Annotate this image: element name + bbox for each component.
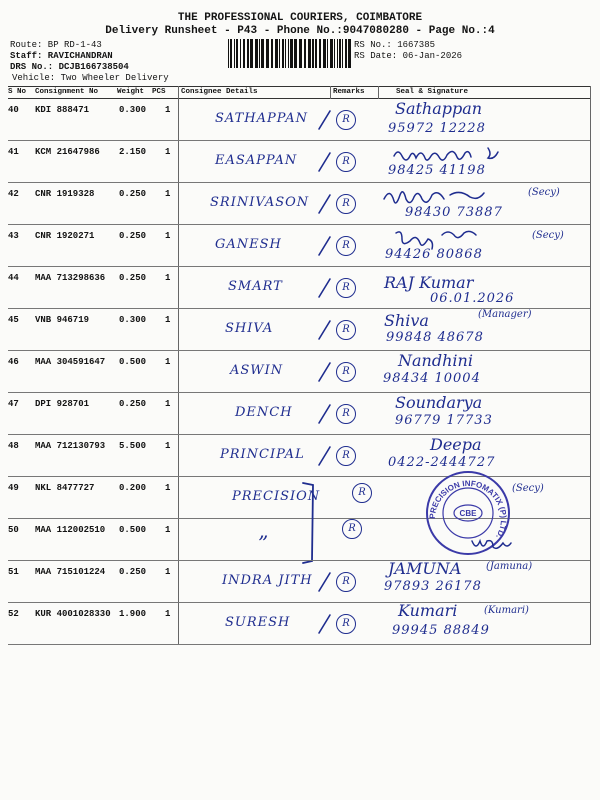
ink-stroke — [319, 447, 330, 465]
serial-number: 42 — [8, 189, 19, 199]
receiver-contact: 94426 80868 — [385, 247, 483, 262]
signature-designation: (Jamuna) — [486, 561, 533, 572]
runsheet-title: Delivery Runsheet - P43 - Phone No.:9047080280 - Page No.:4 — [105, 25, 495, 37]
pieces-value: 1 — [165, 609, 171, 619]
ink-stroke — [319, 153, 330, 171]
barcode-bar — [337, 39, 338, 68]
barcode-bar — [342, 39, 343, 68]
pieces-value: 1 — [165, 525, 171, 535]
barcode-bar — [312, 39, 314, 68]
signature-designation: (Secy) — [512, 483, 544, 494]
consignment-number: CNR 1919328 — [35, 189, 95, 199]
consignee-name: EASAPPAN — [215, 153, 298, 168]
barcode-bar — [275, 39, 278, 68]
consignee-name: SHIVA — [225, 321, 274, 336]
weight-value: 2.150 — [119, 147, 147, 157]
weight-value: 0.200 — [119, 483, 147, 493]
serial-number: 48 — [8, 441, 19, 451]
remark-mark: R — [336, 614, 356, 634]
company-name: THE PROFESSIONAL COURIERS, COIMBATORE — [177, 12, 423, 24]
receiver-contact: 95972 12228 — [388, 121, 486, 136]
barcode-bar — [288, 39, 289, 68]
barcode-bar — [266, 39, 269, 68]
ink-stroke — [319, 363, 330, 381]
serial-number: 44 — [8, 273, 19, 283]
receiver-contact: 98425 41198 — [388, 163, 486, 178]
receiver-contact: 98434 10004 — [383, 371, 481, 386]
consignee-name: PRINCIPAL — [220, 447, 305, 462]
receiver-contact: 0422-2444727 — [388, 455, 496, 470]
signature-designation: (Secy) — [528, 187, 560, 198]
table-top-rule — [8, 86, 590, 87]
serial-number: 47 — [8, 399, 19, 409]
table-row — [0, 141, 600, 183]
col-header-remarks: Remarks — [333, 88, 365, 96]
consignee-name: PRECISION — [232, 489, 321, 504]
table-row — [0, 351, 600, 393]
barcode-bar — [228, 39, 229, 68]
remark-mark: R — [336, 110, 356, 130]
remark-mark: R — [336, 236, 356, 256]
vehicle-label: Vehicle: Two Wheeler Delivery — [12, 73, 169, 83]
consignee-name: SURESH — [225, 615, 291, 630]
col-header-seal-signature: Seal & Signature — [396, 88, 469, 96]
remark-tick-mark — [316, 403, 332, 425]
col-header-consignee: Consignee Details — [181, 88, 258, 96]
serial-number: 51 — [8, 567, 19, 577]
col-header-weight: Weight — [117, 88, 145, 96]
column-divider — [330, 86, 331, 99]
remark-tick-mark — [316, 361, 332, 383]
consignee-name: DENCH — [235, 405, 293, 420]
barcode-bar — [299, 39, 302, 68]
pieces-value: 1 — [165, 231, 171, 241]
consignment-number: MAA 715101224 — [35, 567, 106, 577]
barcode-bar — [334, 39, 335, 68]
remark-tick-mark — [316, 109, 332, 131]
barcode — [228, 39, 352, 68]
serial-number: 45 — [8, 315, 19, 325]
signature: Shiva — [384, 311, 429, 330]
consignee-name: INDRA JITH — [222, 573, 313, 588]
consignment-number: MAA 713298636 — [35, 273, 106, 283]
ink-stroke — [394, 148, 498, 160]
pieces-value: 1 — [165, 357, 171, 367]
drs-number: DRS No.: DCJB166738504 — [10, 62, 129, 72]
consignment-number: KDI 888471 — [35, 105, 90, 115]
barcode-bar — [315, 39, 317, 68]
signature: Soundarya — [395, 393, 483, 412]
table-row — [0, 267, 600, 309]
remark-mark: R — [336, 278, 356, 298]
pieces-value: 1 — [165, 147, 171, 157]
ink-stroke — [319, 573, 330, 591]
remark-tick-mark — [316, 193, 332, 215]
consignment-number: KCM 21647986 — [35, 147, 100, 157]
rs-date: RS Date: 06-Jan-2026 — [354, 51, 463, 61]
barcode-bar — [250, 39, 253, 68]
barcode-bar — [345, 39, 347, 68]
barcode-bar — [236, 39, 238, 68]
remark-mark: R — [336, 404, 356, 424]
barcode-bar — [339, 39, 341, 68]
ink-stroke — [384, 192, 484, 203]
receiver-contact: 97893 26178 — [384, 579, 482, 594]
barcode-bar — [255, 39, 258, 68]
table-row — [0, 99, 600, 141]
barcode-bar — [304, 39, 306, 68]
weight-value: 1.900 — [119, 609, 147, 619]
pieces-value: 1 — [165, 567, 171, 577]
barcode-bar — [282, 39, 284, 68]
weight-value: 0.500 — [119, 525, 147, 535]
consignee-name: SRINIVASON — [210, 195, 310, 210]
remark-tick-mark — [316, 613, 332, 635]
consignee-name: ASWIN — [230, 363, 284, 378]
remark-tick-mark — [316, 571, 332, 593]
consignment-number: MAA 304591647 — [35, 357, 106, 367]
table-row — [0, 519, 600, 561]
consignment-number: NKL 8477727 — [35, 483, 95, 493]
signature-scribble — [392, 227, 532, 249]
column-divider — [378, 86, 379, 99]
signature: Sathappan — [395, 99, 483, 118]
remark-tick-mark — [316, 445, 332, 467]
remark-mark: R — [336, 194, 356, 214]
consignment-number: KUR 4001028330 — [35, 609, 111, 619]
consignment-number: CNR 1920271 — [35, 231, 95, 241]
serial-number: 43 — [8, 231, 19, 241]
signature-designation: (Kumari) — [484, 605, 529, 616]
barcode-bar — [327, 39, 328, 68]
ink-stroke — [319, 405, 330, 423]
seal-ring-text: PRECISION INFOMATIX (P) LTD. — [427, 478, 509, 541]
barcode-bar — [330, 39, 333, 68]
signature: Nandhini — [398, 351, 473, 370]
consignment-number: DPI 928701 — [35, 399, 90, 409]
consignee-name: ” — [258, 531, 270, 555]
receiver-contact: 06.01.2026 — [430, 291, 515, 306]
weight-value: 0.250 — [119, 189, 147, 199]
serial-number: 49 — [8, 483, 19, 493]
weight-value: 0.300 — [119, 105, 147, 115]
barcode-bar — [290, 39, 293, 68]
remark-tick-mark — [316, 235, 332, 257]
table-row — [0, 183, 600, 225]
barcode-bar — [240, 39, 241, 68]
signature: Deepa — [430, 435, 482, 454]
ink-stroke — [319, 321, 330, 339]
serial-number: 40 — [8, 105, 19, 115]
remark-mark: R — [336, 152, 356, 172]
remark-mark: R — [336, 446, 356, 466]
pieces-value: 1 — [165, 399, 171, 409]
barcode-bar — [243, 39, 245, 68]
barcode-bar — [259, 39, 260, 68]
weight-value: 0.250 — [119, 231, 147, 241]
rs-number: RS No.: 1667385 — [354, 40, 436, 50]
weight-value: 0.500 — [119, 357, 147, 367]
remark-mark: R — [336, 572, 356, 592]
receiver-contact: 99848 48678 — [386, 330, 484, 345]
remark-mark: R — [342, 519, 362, 539]
ink-stroke — [319, 237, 330, 255]
signature-scribble — [382, 185, 522, 207]
row-divider — [8, 644, 590, 645]
pieces-value: 1 — [165, 315, 171, 325]
table-row — [0, 225, 600, 267]
consignee-name: GANESH — [215, 237, 282, 252]
pieces-value: 1 — [165, 105, 171, 115]
remark-tick-mark — [316, 277, 332, 299]
col-header-sno: S No — [8, 88, 27, 96]
barcode-bar — [294, 39, 297, 68]
remark-tick-mark — [316, 319, 332, 341]
receiver-contact: 96779 17733 — [395, 413, 493, 428]
signature: RAJ Kumar — [384, 273, 474, 292]
receiver-contact: 98430 73887 — [405, 205, 503, 220]
remark-tick-mark — [316, 151, 332, 173]
barcode-bar — [285, 39, 286, 68]
ink-stroke — [472, 541, 511, 549]
weight-value: 0.250 — [119, 567, 147, 577]
barcode-bar — [230, 39, 232, 68]
staff-label: Staff: RAVICHANDRAN — [10, 51, 113, 61]
col-header-pcs: PCS — [152, 88, 166, 96]
barcode-bar — [319, 39, 321, 68]
pieces-value: 1 — [165, 441, 171, 451]
serial-number: 50 — [8, 525, 19, 535]
barcode-bar — [271, 39, 273, 68]
consignee-name: SMART — [228, 279, 283, 294]
signature-scribble — [470, 533, 600, 555]
consignment-number: MAA 112002510 — [35, 525, 106, 535]
barcode-bar — [348, 39, 351, 68]
barcode-bar — [261, 39, 264, 68]
consignment-number: VNB 946719 — [35, 315, 90, 325]
serial-number: 46 — [8, 357, 19, 367]
pieces-value: 1 — [165, 273, 171, 283]
weight-value: 0.250 — [119, 399, 147, 409]
weight-value: 0.250 — [119, 273, 147, 283]
ink-stroke — [319, 111, 330, 129]
table-row — [0, 393, 600, 435]
seal-center-text: CBE — [459, 509, 477, 518]
table-row — [0, 309, 600, 351]
ink-stroke — [319, 279, 330, 297]
weight-value: 5.500 — [119, 441, 147, 451]
remark-mark: R — [352, 483, 372, 503]
remark-mark: R — [336, 320, 356, 340]
weight-value: 0.300 — [119, 315, 147, 325]
table-row — [0, 603, 600, 645]
table-row — [0, 561, 600, 603]
signature-designation: (Secy) — [532, 230, 564, 241]
barcode-bar — [308, 39, 311, 68]
pieces-value: 1 — [165, 189, 171, 199]
barcode-bar — [323, 39, 326, 68]
route-label: Route: BP RD-1-43 — [10, 40, 102, 50]
signature-designation: (Manager) — [478, 309, 532, 320]
pieces-value: 1 — [165, 483, 171, 493]
col-header-consignment: Consignment No — [35, 88, 99, 96]
ink-stroke — [319, 195, 330, 213]
signature: Kumari — [398, 601, 458, 620]
receiver-contact: 99945 88849 — [392, 623, 490, 638]
serial-number: 52 — [8, 609, 19, 619]
consignment-number: MAA 712130793 — [35, 441, 106, 451]
signature: JAMUNA — [388, 559, 462, 578]
remark-mark: R — [336, 362, 356, 382]
barcode-bar — [247, 39, 249, 68]
barcode-bar — [279, 39, 280, 68]
ink-stroke — [319, 615, 330, 633]
barcode-bar — [234, 39, 235, 68]
consignee-name: SATHAPPAN — [215, 111, 309, 126]
serial-number: 41 — [8, 147, 19, 157]
